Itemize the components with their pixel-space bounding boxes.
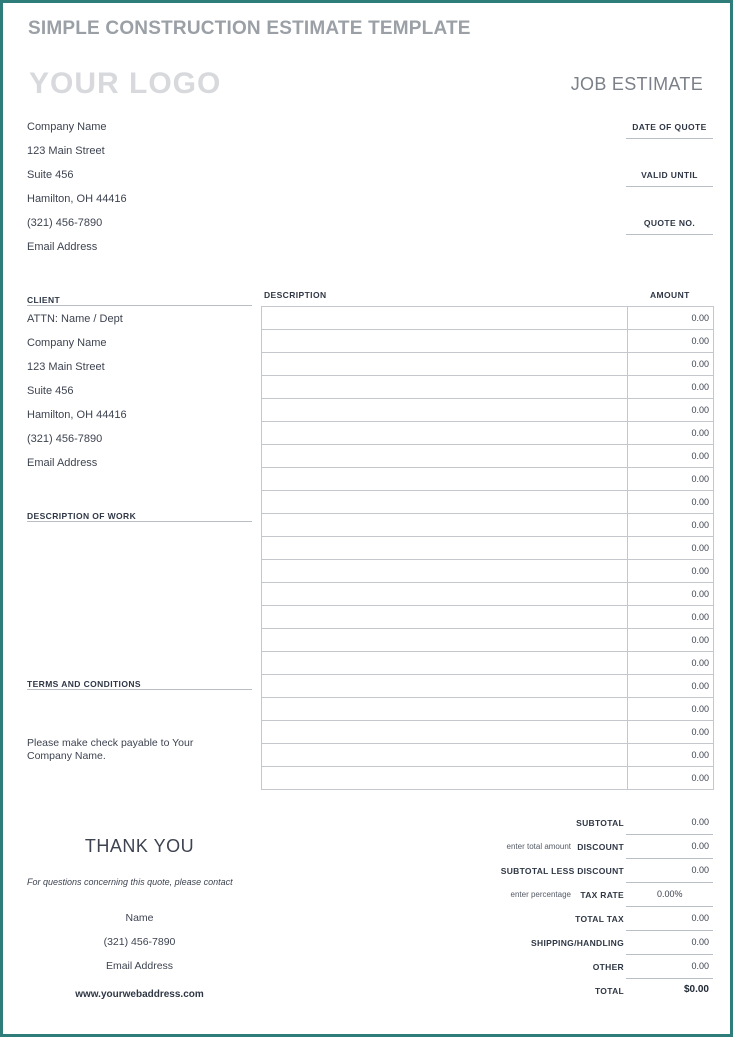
item-description-cell[interactable] — [262, 675, 628, 698]
other-row — [393, 955, 713, 979]
item-description-cell[interactable] — [262, 560, 628, 583]
item-description-cell[interactable] — [262, 698, 628, 721]
item-amount-cell[interactable]: 0.00 — [628, 537, 714, 560]
table-row — [262, 583, 714, 606]
item-amount-cell[interactable]: 0.00 — [628, 560, 714, 583]
line-items-table — [261, 306, 714, 790]
contact-phone: (321) 456-7890 — [103, 936, 176, 948]
total-row — [393, 979, 713, 1003]
work-section-header — [27, 506, 252, 522]
table-row — [262, 537, 714, 560]
company-email: Email Address — [27, 241, 98, 253]
valid-until-field[interactable] — [626, 165, 713, 187]
item-amount-cell[interactable]: 0.00 — [628, 583, 714, 606]
total-label: TOTAL — [594, 986, 624, 996]
company-name: Company Name — [27, 121, 107, 133]
item-description-cell[interactable] — [262, 445, 628, 468]
item-amount-cell[interactable]: 0.00 — [628, 468, 714, 491]
company-suite: Suite 456 — [27, 169, 74, 181]
subtotal-less-discount-row — [393, 859, 713, 883]
item-description-cell[interactable] — [262, 744, 628, 767]
client-street: 123 Main Street — [27, 361, 105, 373]
description-column-header: DESCRIPTION — [264, 290, 327, 300]
company-phone: (321) 456-7890 — [27, 217, 103, 229]
table-row — [262, 307, 714, 330]
quote-number-field[interactable] — [626, 213, 713, 235]
item-amount-cell[interactable]: 0.00 — [628, 744, 714, 767]
company-city: Hamilton, OH 44416 — [27, 193, 127, 205]
item-amount-cell[interactable]: 0.00 — [628, 376, 714, 399]
website-link[interactable]: www.yourwebaddress.com — [75, 989, 204, 1000]
item-amount-cell[interactable]: 0.00 — [628, 353, 714, 376]
item-description-cell[interactable] — [262, 767, 628, 790]
client-suite: Suite 456 — [27, 385, 74, 397]
amount-column-header: AMOUNT — [650, 290, 690, 300]
contact-note: For questions concerning this quote, please contact — [27, 877, 233, 887]
subtotal-value[interactable]: 0.00 — [626, 811, 713, 835]
table-row — [262, 445, 714, 468]
valid-until-label: VALID UNTIL — [641, 170, 698, 180]
table-row — [262, 560, 714, 583]
table-row — [262, 376, 714, 399]
item-amount-cell[interactable]: 0.00 — [628, 767, 714, 790]
tax-rate-hint: enter percentage — [510, 890, 571, 899]
item-amount-cell[interactable]: 0.00 — [628, 606, 714, 629]
table-row — [262, 698, 714, 721]
table-row — [262, 491, 714, 514]
contact-name: Name — [125, 912, 154, 924]
total-value: $0.00 — [683, 984, 709, 995]
document-type: JOB ESTIMATE — [570, 74, 703, 94]
date-of-quote-label: DATE OF QUOTE — [632, 122, 707, 132]
table-row — [262, 468, 714, 491]
item-amount-cell[interactable]: 0.00 — [628, 445, 714, 468]
table-row — [262, 353, 714, 376]
table-row — [262, 514, 714, 537]
contact-email: Email Address — [105, 960, 174, 972]
item-amount-cell[interactable]: 0.00 — [628, 698, 714, 721]
client-heading: CLIENT — [27, 295, 61, 305]
client-city: Hamilton, OH 44416 — [27, 409, 127, 421]
company-street: 123 Main Street — [27, 145, 105, 157]
item-description-cell[interactable] — [262, 652, 628, 675]
item-amount-cell[interactable]: 0.00 — [628, 330, 714, 353]
terms-heading: TERMS AND CONDITIONS — [27, 679, 141, 689]
quote-number-label: QUOTE NO. — [643, 218, 696, 228]
tax-rate-value[interactable]: 0.00% — [626, 883, 713, 907]
tax-rate-label: TAX RATE — [580, 890, 624, 900]
table-row — [262, 629, 714, 652]
subtotal-row — [393, 811, 713, 835]
logo-placeholder: YOUR LOGO — [29, 67, 222, 100]
table-row — [262, 721, 714, 744]
table-row — [262, 767, 714, 790]
client-attn: ATTN: Name / Dept — [27, 313, 123, 325]
item-description-cell[interactable] — [262, 307, 628, 330]
total-tax-value[interactable]: 0.00 — [626, 907, 713, 931]
table-row — [262, 399, 714, 422]
item-amount-cell[interactable]: 0.00 — [628, 399, 714, 422]
item-description-cell[interactable] — [262, 514, 628, 537]
item-amount-cell[interactable]: 0.00 — [628, 514, 714, 537]
total-tax-row — [393, 907, 713, 931]
table-row — [262, 606, 714, 629]
discount-row — [393, 835, 713, 859]
table-row — [262, 744, 714, 767]
work-heading: DESCRIPTION OF WORK — [27, 511, 137, 521]
subtotal-less-discount-label: SUBTOTAL LESS DISCOUNT — [500, 866, 624, 876]
item-description-cell[interactable] — [262, 491, 628, 514]
table-row — [262, 675, 714, 698]
discount-label: DISCOUNT — [577, 842, 624, 852]
client-company-name: Company Name — [27, 337, 107, 349]
item-description-cell[interactable] — [262, 583, 628, 606]
thank-you-text: THANK YOU — [84, 836, 195, 856]
terms-text: Please make check payable to Your Company Name. — [27, 737, 194, 762]
shipping-row — [393, 931, 713, 955]
table-row — [262, 652, 714, 675]
subtotal-less-discount-value[interactable]: 0.00 — [626, 859, 713, 883]
other-value[interactable]: 0.00 — [626, 955, 713, 979]
item-description-cell[interactable] — [262, 629, 628, 652]
item-description-cell[interactable] — [262, 468, 628, 491]
date-of-quote-field[interactable] — [626, 117, 713, 139]
item-amount-cell[interactable]: 0.00 — [628, 675, 714, 698]
terms-section-header — [27, 674, 252, 690]
tax-rate-row — [393, 883, 713, 907]
item-description-cell[interactable] — [262, 353, 628, 376]
item-amount-cell[interactable]: 0.00 — [628, 629, 714, 652]
total-tax-label: TOTAL TAX — [575, 914, 624, 924]
item-description-cell[interactable] — [262, 721, 628, 744]
page-title: SIMPLE CONSTRUCTION ESTIMATE TEMPLATE — [28, 18, 471, 39]
shipping-value[interactable]: 0.00 — [626, 931, 713, 955]
item-description-cell[interactable] — [262, 422, 628, 445]
table-row — [262, 422, 714, 445]
discount-hint: enter total amount — [506, 842, 571, 851]
item-amount-cell[interactable]: 0.00 — [628, 652, 714, 675]
client-phone: (321) 456-7890 — [27, 433, 103, 445]
item-amount-cell[interactable]: 0.00 — [628, 307, 714, 330]
client-section-header — [27, 290, 252, 306]
item-description-cell[interactable] — [262, 376, 628, 399]
item-description-cell[interactable] — [262, 537, 628, 560]
item-amount-cell[interactable]: 0.00 — [628, 491, 714, 514]
other-label: OTHER — [592, 962, 624, 972]
shipping-label: SHIPPING/HANDLING — [531, 938, 624, 948]
client-email: Email Address — [27, 457, 98, 469]
item-amount-cell[interactable]: 0.00 — [628, 721, 714, 744]
item-description-cell[interactable] — [262, 399, 628, 422]
discount-value[interactable]: 0.00 — [626, 835, 713, 859]
item-description-cell[interactable] — [262, 606, 628, 629]
item-amount-cell[interactable]: 0.00 — [628, 422, 714, 445]
subtotal-label: SUBTOTAL — [576, 818, 624, 828]
table-row — [262, 330, 714, 353]
item-description-cell[interactable] — [262, 330, 628, 353]
